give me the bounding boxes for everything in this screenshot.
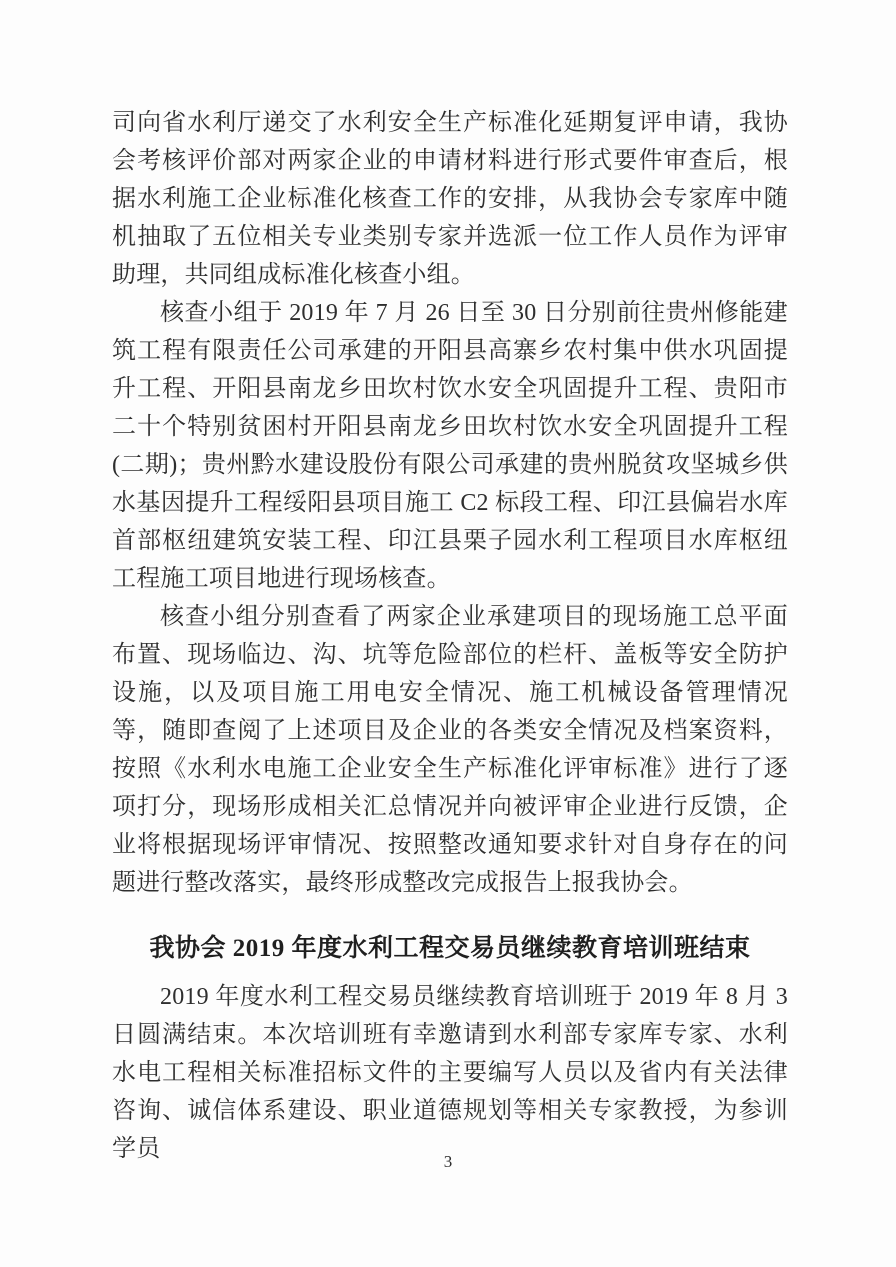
page-content — [112, 104, 788, 1168]
section-heading-training-class-ended: 我协会 2019 年度水利工程交易员继续教育培训班结束 — [149, 935, 751, 962]
paragraph-inspection-site-visits: 核查小组于 2019 年 7 月 26 日至 30 日分别前往贵州修能建筑工程有限责任公司承建的开阳县高寨乡农村集中供水巩固提升工程、开阳县南龙乡田坎村饮水安全巩固提升工程、贵阳市二十个特别贫困村开阳县南龙乡田坎村饮水安全巩固提升工程(二期)；贵州黔水建设股份有限公司承建的贵州脱贫攻坚城乡供水基因提升工程绥阳县项目施工 C2 标段工程、印江县偏岩水库首部枢纽建筑安装工程、印江县栗子园水利工程项目水库枢纽工程施工项目地进行现场核查。 — [112, 300, 788, 592]
paragraph-training-class-summary: 2019 年度水利工程交易员继续教育培训班于 2019 年 8 月 3 日圆满结束。本次培训班有幸邀请到水利部专家库专家、水利水电工程相关标准招标文件的主要编写人员以及省内有关法律咨询、诚信体系建设、职业道德规划等相关专家教授，为参训学员 — [112, 984, 788, 1162]
paragraph-inspection-scoring-feedback: 核查小组分别查看了两家企业承建项目的现场施工总平面布置、现场临边、沟、坑等危险部位的栏杆、盖板等安全防护设施，以及项目施工用电安全情况、施工机械设备管理情况等，随即查阅了上述项目及企业的各类安全情况及档案资料，按照《水利水电施工企业安全生产标准化评审标准》进行了逐项打分，现场形成相关汇总情况并向被评审企业进行反馈，企业将根据现场评审情况、按照整改通知要求针对自身存在的问题进行整改落实，最终形成整改完成报告上报我协会。 — [112, 604, 788, 896]
paragraph-standardization-application: 司向省水利厅递交了水利安全生产标准化延期复评申请，我协会考核评价部对两家企业的申请材料进行形式要件审查后，根据水利施工企业标准化核查工作的安排，从我协会专家库中随机抽取了五位相关专业类别专家并选派一位工作人员作为评审助理，共同组成标准化核查小组。 — [112, 110, 788, 288]
page-number: 3 — [443, 1152, 453, 1171]
